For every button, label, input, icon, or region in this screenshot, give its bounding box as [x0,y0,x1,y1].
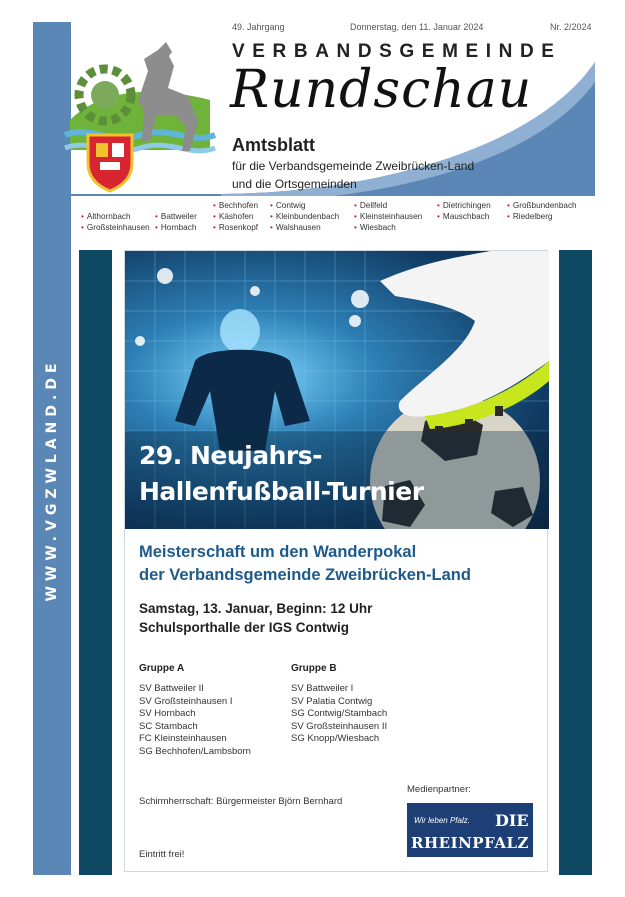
issue-number: Nr. 2/2024 [550,22,592,32]
community-item: • Wiesbach [354,223,396,232]
rheinpfalz-logo [407,803,533,857]
free-entry-text: Eintritt frei! [139,849,185,860]
poster-frame-right [559,250,592,875]
team-item: SV Battweiler I [291,683,354,694]
community-item: • Großsteinhausen [81,223,150,232]
community-item: • Mauschbach [437,212,489,221]
poster-frame-left [79,250,112,875]
amtsblatt-heading: Amtsblatt [232,135,316,155]
poster-title-line-2: Hallenfußball-Turnier [139,477,424,506]
group-b [291,663,387,746]
community-item: • Contwig [270,201,305,210]
community-item: • Walshausen [270,223,321,232]
community-item: • Dietrichingen [437,201,491,210]
community-item: • Hornbach [155,223,196,232]
team-item: SV Großsteinhausen I [139,695,233,707]
team-item: SV Battweiler II [139,683,204,694]
community-item: • Dellfeld [354,201,387,210]
community-item: • Kleinbundenbach [270,212,339,221]
team-item: SG Bechhofen/Lambsborn [139,745,251,757]
poster-heading-line-1: Meisterschaft um den Wanderpokal [139,543,417,561]
poster-photo [125,251,549,529]
tournament-poster [124,250,548,872]
media-partner-label: Medienpartner: [407,784,471,795]
issue-date: Donnerstag, den 11. Januar 2024 [350,22,484,32]
rheinpfalz-die: DIE [495,811,529,830]
group-a-title: Gruppe A [139,663,185,674]
community-item: • Bechhofen [213,201,258,210]
group-b-title: Gruppe B [291,663,337,674]
masthead-title: Rundschau [230,60,533,120]
municipality-crest-logo [60,40,220,195]
subtitle-line-2: und die Ortsgemeinden [232,177,357,191]
rheinpfalz-tagline: Wir leben Pfalz. [414,816,470,825]
community-item: • Battweiler [155,212,197,221]
community-item: • Großbundenbach [507,201,577,210]
team-item: SG Knopp/Wiesbach [291,733,380,745]
community-item: • Käshofen [213,212,253,221]
team-item: SV Palatia Contwig [291,695,373,707]
website-url[interactable]: WWW.VGZWLAND.DE [44,358,60,602]
patronage-text: Schirmherrschaft: Bürgermeister Björn Bernhard [139,796,343,807]
poster-title-line-1: 29. Neujahrs- [139,441,322,470]
community-item: • Kleinsteinhausen [354,212,422,221]
masthead-verbandsgemeinde: VERBANDSGEMEINDE [232,41,562,62]
subtitle-line-1: für die Verbandsgemeinde Zweibrücken-Land [232,159,475,173]
rheinpfalz-name: RHEINPFALZ [411,834,529,852]
team-item: FC Kleinsteinhausen [139,733,227,745]
team-item: SG Contwig/Stambach [291,708,388,720]
team-item: SV Großsteinhausen II [291,720,388,732]
community-item: • Rosenkopf [213,223,258,232]
community-list [71,196,595,238]
team-item: SV Hornbach [139,708,196,720]
community-item: • Riedelberg [507,212,552,221]
event-date-time: Samstag, 13. Januar, Beginn: 12 Uhr [139,601,373,616]
event-location: Schulsporthalle der IGS Contwig [139,620,350,635]
poster-heading-line-2: der Verbandsgemeinde Zweibrücken-Land [139,566,471,584]
volume-label: 49. Jahrgang [232,22,285,32]
community-item: • Althornbach [81,212,131,221]
team-item: SC Stambach [139,720,198,732]
group-a [139,663,251,759]
